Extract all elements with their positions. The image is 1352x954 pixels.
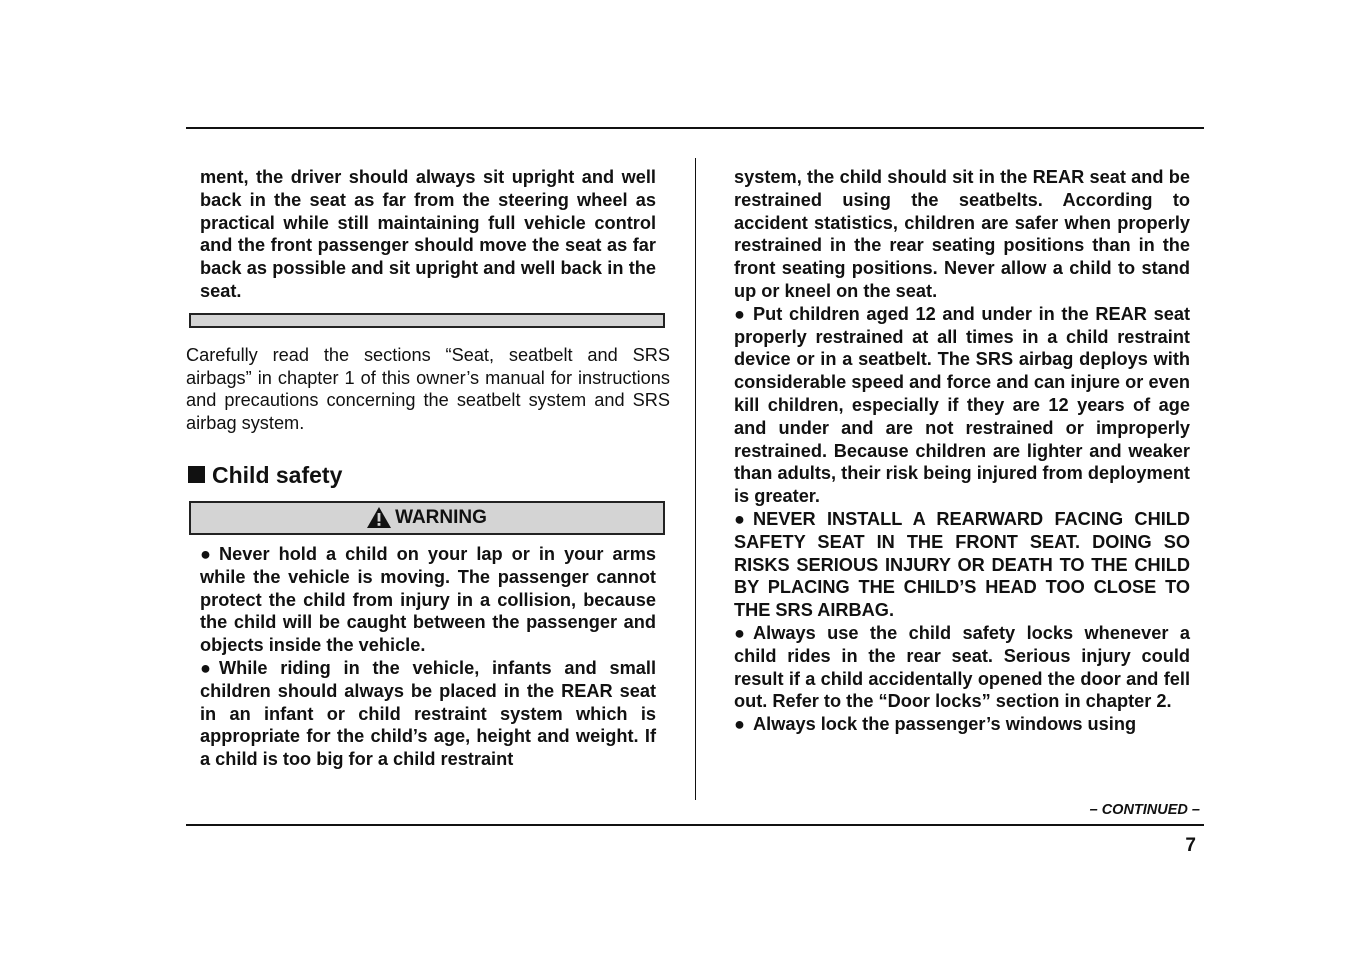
warning-triangle-icon: [367, 507, 391, 528]
list-item: ● Always lock the passenger’s windows using: [734, 714, 1137, 735]
warning-label: WARNING: [395, 506, 487, 528]
top-rule: [186, 127, 1204, 129]
warning-header: [189, 501, 665, 535]
column-divider: [695, 158, 696, 800]
right-column: [734, 166, 1190, 736]
bullet-icon: ●: [200, 657, 211, 678]
bullet-icon: ●: [734, 508, 745, 529]
section-title: Child safety: [212, 461, 343, 488]
page-number: 7: [1185, 835, 1196, 856]
list-item: ● NEVER INSTALL A REARWARD FACING CHILD SAFETY SEAT IN THE FRONT SEAT. DOING SO RISKS SERIOUS INJURY OR DEATH TO THE CHILD BY PLACING THE CHILD’S HEAD TOO CLOSE TO THE SRS AIRBAG.: [734, 508, 1190, 621]
continued-label: – CONTINUED –: [1089, 802, 1200, 818]
list-item: ● Put children aged 12 and under in the REAR seat properly restrained at all times in a child restraint device or in a seatbelt. The SRS airbag deploys with considerable speed and force and can injure or even kill children, especially if they are 12 years of age and under and are not restrained or improperly restrained. Because children are lighter and weaker than adults, their risk being injured from deployment is greater.: [734, 303, 1190, 507]
bottom-rule: [186, 824, 1204, 826]
left-bullet-list: [200, 543, 656, 771]
list-item: ● Always use the child safety locks whenever a child rides in the rear seat. Serious injury could result if a child accidentally opened the door and fell out. Refer to the “Door locks” section in chapter 2.: [734, 622, 1190, 712]
warning-box-bottom: [189, 313, 665, 328]
list-item: ● Never hold a child on your lap or in your arms while the vehicle is moving. The passenger cannot protect the child from injury in a collision, because the child will be caught between the passenger and objects inside the vehicle.: [200, 543, 656, 656]
left-column: [186, 166, 670, 771]
read-note: Carefully read the sections “Seat, seatbelt and SRS airbags” in chapter 1 of this owner’s manual for instructions and precautions concerning the seatbelt system and SRS airbag system.: [186, 344, 670, 434]
bullet-icon: ●: [200, 543, 211, 564]
right-continuation: system, the child should sit in the REAR seat and be restrained using the seatbelts. According to accident statistics, children are safer when properly restrained in the rear seating positions than in the front seating positions. Never allow a child to stand up or kneel on the seat.: [734, 167, 1190, 301]
intro-warning-continuation: ment, the driver should always sit upright and well back in the seat as far from the steering wheel as practical while still maintaining full vehicle control and the front passenger should move the seat as far back as possible and sit upright and well back in the seat.: [200, 167, 656, 301]
bullet-icon: ●: [734, 622, 745, 643]
section-heading: [186, 461, 670, 489]
list-item: ● While riding in the vehicle, infants and small children should always be placed in the REAR seat in an infant or child restraint system which is appropriate for the child’s age, height and weight. If a child is too big for a child restraint: [200, 657, 656, 770]
bullet-icon: ●: [734, 303, 745, 324]
bullet-icon: ●: [734, 714, 745, 735]
black-square-icon: [188, 466, 205, 483]
